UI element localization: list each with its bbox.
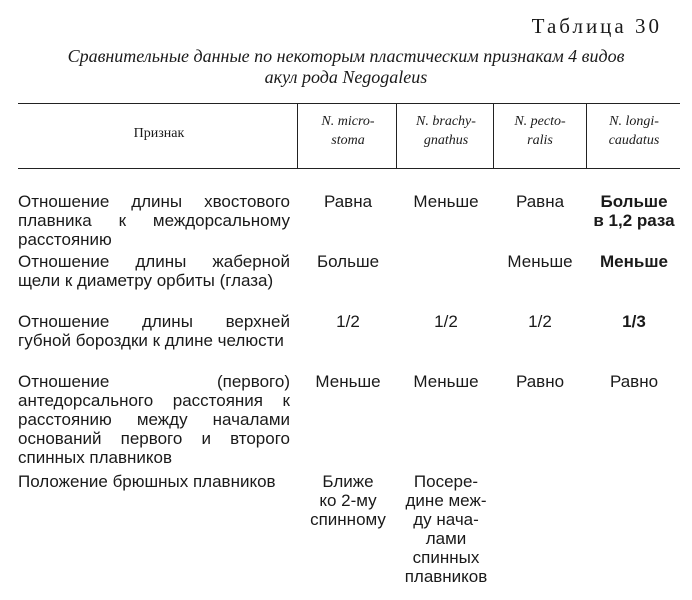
row-value: Равна <box>323 192 373 211</box>
caption-line-1: Сравнительные данные по некоторым пластическим признакам 4 видов <box>67 46 625 66</box>
row-value: 1/3 <box>622 312 646 331</box>
row-sign: Отношение длины жаберной щели к диаметру орбиты (глаза) <box>18 252 290 290</box>
row-value: Равно <box>609 372 659 391</box>
row-sign: Положение брюшных плавников <box>18 472 276 491</box>
row-sign: Отношение (первого) антедорсального расстояния к расстоянию между началами оснований первого и второго спинных плавников <box>18 372 290 467</box>
row-value: Меньше <box>507 252 573 271</box>
row-value: Равно <box>515 372 565 391</box>
table-caption <box>0 46 692 88</box>
row-value: Меньше <box>315 372 381 391</box>
row-value: 1/2 <box>434 312 458 331</box>
row-value: Посере- дине меж- ду нача- лами спинных плавников <box>404 472 488 586</box>
row-value: 1/2 <box>528 312 552 331</box>
row-sign: Отношение длины хвостового плавника к междорсальному расстоянию <box>18 192 290 249</box>
header-species-3: N. pecto- ralis <box>514 114 566 148</box>
row-value: Меньше <box>600 252 668 271</box>
row-value: 1/2 <box>336 312 360 331</box>
row-value: Больше <box>316 252 380 271</box>
header-species-1: N. micro- stoma <box>321 114 375 148</box>
row-value: Равна <box>515 192 565 211</box>
caption-line-2: акул рода Negogaleus <box>264 67 428 87</box>
header-species-4: N. longi- caudatus <box>608 114 660 148</box>
header-bottom-rule <box>18 168 680 169</box>
row-sign: Отношение длины верхней губной бороздки к длине челюсти <box>18 312 290 350</box>
row-value: Меньше <box>413 372 479 391</box>
table-top-rule <box>18 103 680 104</box>
row-value: Меньше <box>413 192 479 211</box>
column-divider <box>396 104 397 168</box>
header-species-2: N. brachy- gnathus <box>416 114 476 148</box>
row-value: Ближе ко 2-му спинному <box>310 472 386 529</box>
header-sign: Признак <box>133 126 185 141</box>
row-value: Больше в 1,2 раза <box>593 192 675 230</box>
table-label: Таблица 30 <box>531 14 662 38</box>
